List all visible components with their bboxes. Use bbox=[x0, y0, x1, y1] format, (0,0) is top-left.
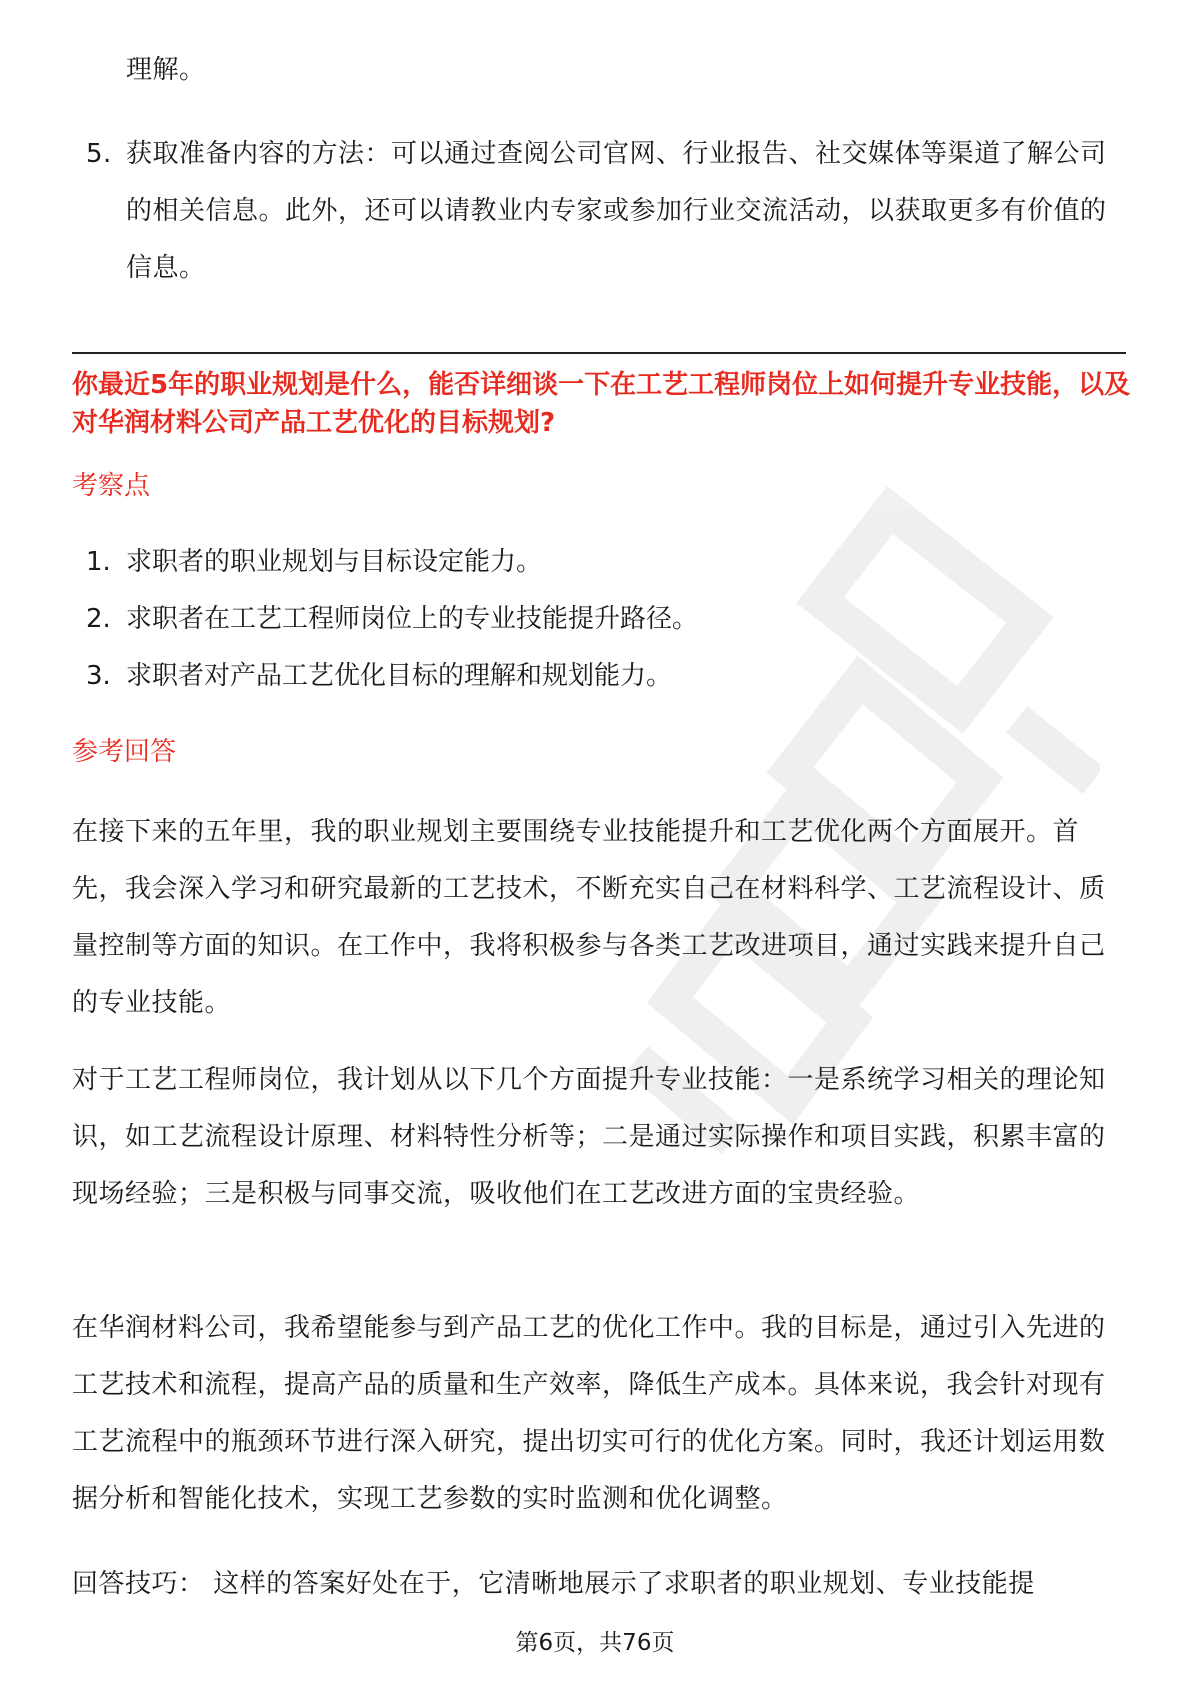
focus-section-title: 考察点 bbox=[72, 471, 151, 501]
list-number: 3. bbox=[86, 661, 111, 691]
list-item-text: 求职者的职业规划与目标设定能力。 bbox=[126, 547, 543, 577]
list-item-text: 求职者在工艺工程师岗位上的专业技能提升路径。 bbox=[126, 604, 699, 634]
list-item-text: 求职者对产品工艺优化目标的理解和规划能力。 bbox=[126, 661, 673, 691]
continuation-text: 理解。 bbox=[126, 55, 206, 85]
list-number: 5. bbox=[86, 139, 112, 169]
list-number: 1. bbox=[86, 547, 111, 577]
answer-paragraph: 在华润材料公司，我希望能参与到产品工艺的优化工作中。我的目标是，通过引入先进的工艺技术和流程，提高产品的质量和生产效率，降低生产成本。具体来说，我会针对现有工艺流程中的瓶颈环节进行深入研究，提出切实可行的优化方案。同时，我还计划运用数据分析和智能化技术，实现工艺参数的实时监测和优化调整。 bbox=[72, 1313, 1106, 1514]
section-divider bbox=[72, 352, 1126, 354]
list-item bbox=[86, 591, 1126, 648]
focus-list bbox=[86, 534, 1126, 705]
list-item bbox=[86, 534, 1126, 591]
list-item bbox=[86, 648, 1126, 705]
answer-paragraph: 对于工艺工程师岗位，我计划从以下几个方面提升专业技能：一是系统学习相关的理论知识，如工艺流程设计原理、材料特性分析等；二是通过实际操作和项目实践，积累丰富的现场经验；三是积极与同事交流，吸收他们在工艺改进方面的宝贵经验。 bbox=[72, 1065, 1106, 1209]
interview-question: 你最近5年的职业规划是什么，能否详细谈一下在工艺工程师岗位上如何提升专业技能，以及对华润材料公司产品工艺优化的目标规划? bbox=[72, 370, 1131, 438]
list-item-text: 获取准备内容的方法：可以通过查阅公司官网、行业报告、社交媒体等渠道了解公司的相关信息。此外，还可以请教业内专家或参加行业交流活动，以获取更多有价值的信息。 bbox=[126, 139, 1107, 283]
answer-tips: 回答技巧： 这样的答案好处在于，它清晰地展示了求职者的职业规划、专业技能提 bbox=[72, 1569, 1035, 1599]
list-number: 2. bbox=[86, 604, 111, 634]
page-number: 第6页，共76页 bbox=[515, 1630, 675, 1656]
answer-paragraph: 在接下来的五年里，我的职业规划主要围绕专业技能提升和工艺优化两个方面展开。首先，我会深入学习和研究最新的工艺技术，不断充实自己在材料科学、工艺流程设计、质量控制等方面的知识。在工作中，我将积极参与各类工艺改进项目，通过实践来提升自己的专业技能。 bbox=[72, 817, 1106, 1018]
answer-section-title: 参考回答 bbox=[72, 737, 177, 767]
